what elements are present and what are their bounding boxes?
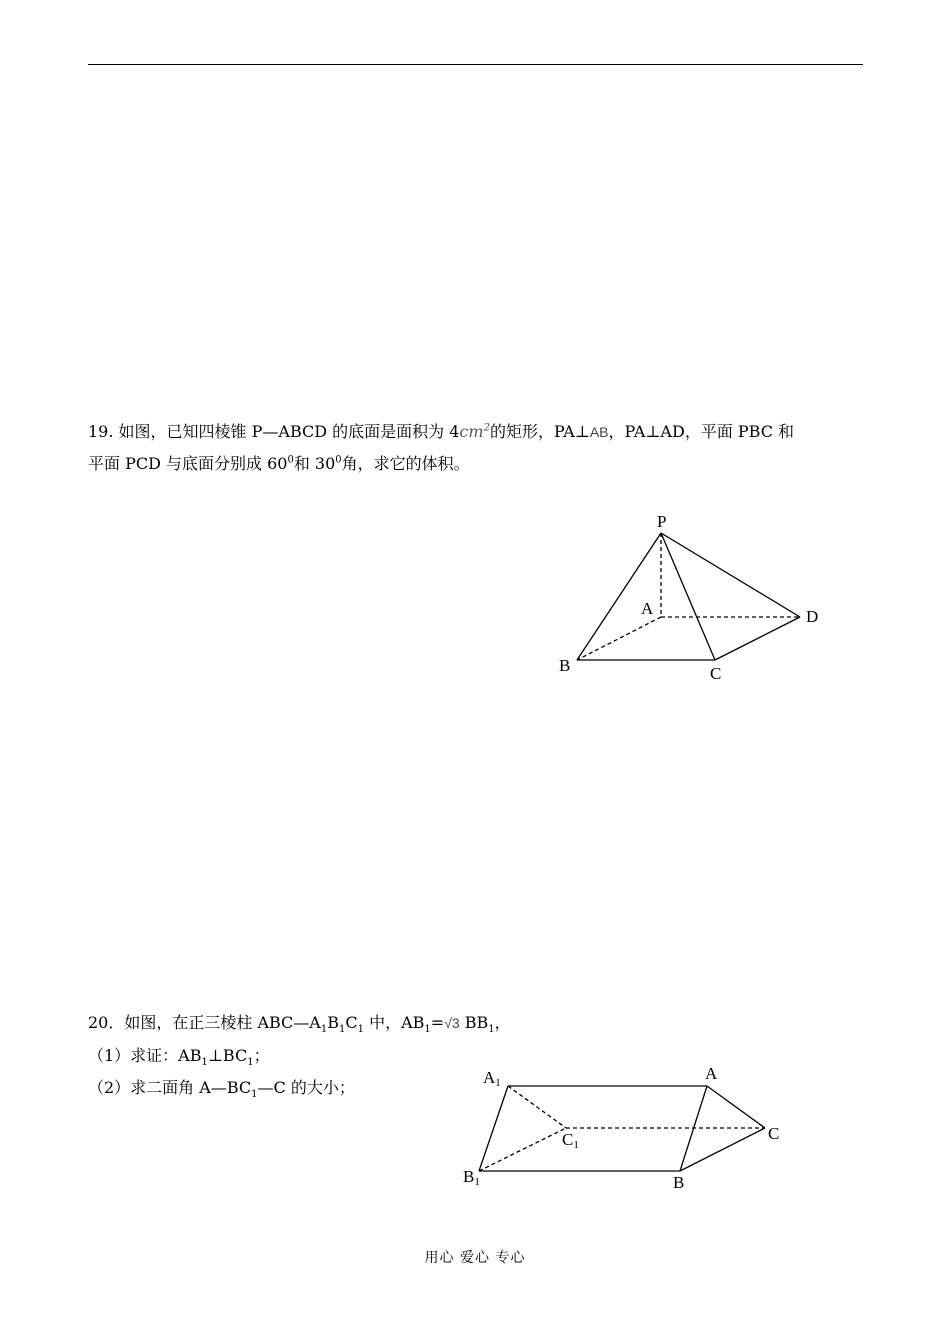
label-A: A <box>705 1064 718 1083</box>
edge-BC <box>680 1128 765 1171</box>
edge-PC <box>661 533 715 660</box>
q20-text: ⊥BC <box>207 1046 248 1065</box>
edge-AB <box>577 617 661 660</box>
unit-cm: cm <box>459 422 484 441</box>
subscript: 1 <box>339 1024 346 1036</box>
page-footer: 用心 爱心 专心 <box>424 1250 526 1266</box>
label-C1: C1 <box>562 1130 579 1151</box>
q19-ab: AB <box>589 424 609 440</box>
label-B: B <box>673 1173 685 1192</box>
q20-text: 中，AB <box>364 1013 425 1032</box>
q19-text: 的矩形，PA⊥ <box>489 422 590 441</box>
subscript: 1 <box>488 1024 495 1036</box>
q20-text: （2）求二面角 A—BC <box>88 1078 252 1097</box>
q20-text: 20．如图，在正三棱柱 ABC—A <box>88 1013 321 1032</box>
q20-text: BB <box>459 1013 489 1032</box>
edge-A1B1 <box>479 1086 508 1171</box>
q20-text: C <box>345 1013 358 1032</box>
subscript: 1 <box>201 1057 208 1069</box>
q20-text: ， <box>494 1013 511 1032</box>
q20-text: —C 的大小； <box>257 1078 355 1097</box>
q19-text: 角，求它的体积。 <box>341 454 470 473</box>
q20-line1 <box>88 1012 511 1034</box>
subscript: 1 <box>320 1024 328 1036</box>
q20-text: B <box>327 1013 339 1032</box>
edge-PB <box>577 533 661 660</box>
label-D: D <box>806 607 819 626</box>
q19-text: 和 30 <box>293 454 336 473</box>
q20-line3 <box>88 1077 355 1099</box>
q19-text: 19. 如图，已知四棱锥 P—ABCD 的底面是面积为 4 <box>88 422 460 441</box>
label-A1: A1 <box>483 1068 501 1089</box>
label-C: C <box>768 1124 780 1143</box>
q20-line2 <box>88 1045 270 1067</box>
label-B1: B1 <box>463 1167 480 1188</box>
label-P: P <box>657 512 667 531</box>
degree-sup: 0 <box>287 454 294 466</box>
q19-text: ，PA⊥AD，平面 PBC 和 <box>608 422 795 441</box>
q19-text: 平面 PCD 与底面分别成 60 <box>88 454 288 473</box>
edge-AC <box>707 1086 765 1128</box>
unit-exponent: 2 <box>483 422 490 434</box>
sqrt-3: √3 <box>444 1015 460 1031</box>
subscript: 1 <box>424 1024 431 1036</box>
label-B: B <box>559 656 571 675</box>
subscript: 1 <box>357 1024 364 1036</box>
subscript: 1 <box>251 1089 258 1101</box>
q20-text: （1）求证：AB <box>88 1046 202 1065</box>
edge-A1C1 <box>508 1086 566 1128</box>
q20-text: ； <box>253 1046 270 1065</box>
label-A: A <box>641 599 654 618</box>
label-C: C <box>710 664 722 683</box>
edge-CD <box>715 617 800 660</box>
edge-PD <box>661 533 800 617</box>
q20-text: = <box>430 1013 445 1032</box>
subscript: 1 <box>247 1057 254 1069</box>
degree-sup: 0 <box>335 454 342 466</box>
